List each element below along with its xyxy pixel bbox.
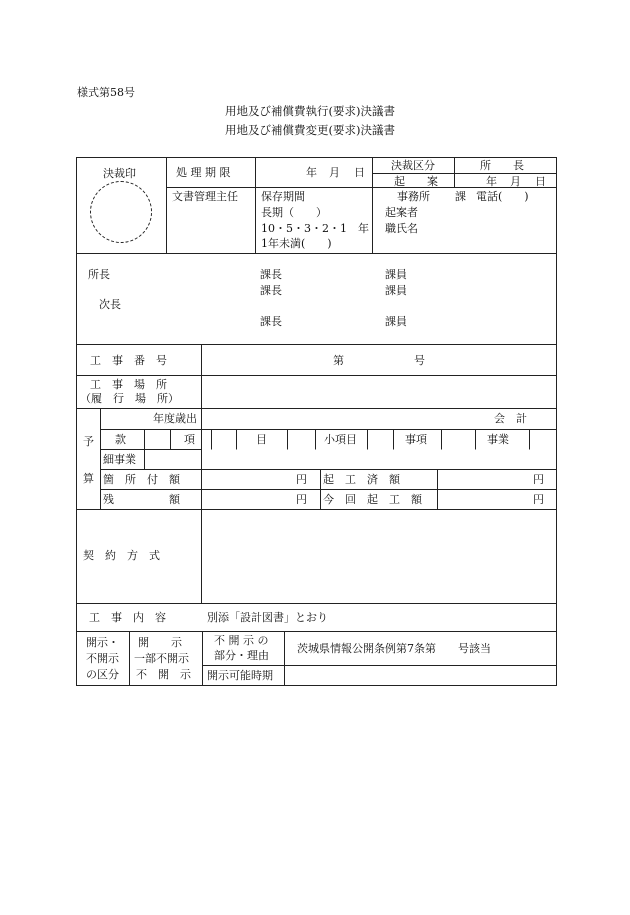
deadline-day: 日 — [354, 166, 365, 179]
work-number-dai: 第 — [333, 354, 344, 367]
disclosure-partial: 一部不開示 — [134, 652, 189, 665]
budget-kan: 款 — [115, 433, 126, 446]
balance-yen: 円 — [296, 493, 307, 506]
doc-manager-label: 文書管理主任 — [172, 190, 238, 203]
draft-month: 月 — [510, 175, 521, 188]
section-label: 課 — [455, 190, 466, 203]
phone-label: 電話( ) — [476, 190, 529, 203]
draft-year: 年 — [486, 175, 497, 188]
allocated-amount-label: 箇 所 付 額 — [103, 473, 180, 486]
work-number-go: 号 — [414, 354, 425, 367]
retention-under-one-year: 1年未満( ) — [261, 237, 332, 250]
approval-director: 所長 — [88, 268, 110, 281]
work-content-value: 別添「設計図書」とおり — [207, 611, 328, 624]
budget-kou: 項 — [184, 433, 195, 446]
work-content-label: 工 事 内 容 — [89, 611, 166, 624]
performance-place-label: （履 行 場 所） — [80, 392, 179, 405]
retention-years: 10・5・3・2・1 年 — [261, 222, 369, 235]
budget-label-yo: 予 — [83, 435, 94, 448]
disclosure-class-line2: 不開示 — [86, 652, 119, 665]
decision-class-value: 所 長 — [480, 159, 524, 172]
budget-jikou: 事項 — [405, 433, 427, 446]
approval-section-chief-2: 課長 — [260, 284, 282, 297]
draft-day: 日 — [535, 175, 546, 188]
approval-staff-3: 課員 — [385, 315, 407, 328]
current-started-label: 今 回 起 工 額 — [323, 493, 422, 506]
form-number: 様式第58号 — [77, 86, 135, 99]
office-label: 事務所 — [397, 190, 430, 203]
approval-section-chief-3: 課長 — [260, 315, 282, 328]
retention-period: 保存期間 — [261, 190, 305, 203]
approval-deputy: 次長 — [99, 298, 121, 311]
drafter-label: 起案者 — [385, 206, 418, 219]
current-started-yen: 円 — [533, 493, 544, 506]
work-number-label: 工 事 番 号 — [90, 354, 167, 367]
deadline-month: 月 — [329, 166, 340, 179]
deadline-label: 処 理 期 限 — [176, 166, 231, 179]
contract-method-label: 契 約 方 式 — [83, 549, 160, 562]
budget-moku: 目 — [256, 433, 267, 446]
ordinance-reference: 茨城県情報公開条例第7条第 号該当 — [297, 642, 491, 655]
started-amount-label: 起 工 済 額 — [323, 473, 400, 486]
budget-jigyou: 事業 — [487, 433, 509, 446]
account-label: 会 計 — [494, 412, 527, 425]
retention-long-term: 長期（ ） — [261, 206, 327, 219]
disclosure-open: 開 示 — [138, 636, 182, 649]
disclosure-class-line1: 開示・ — [86, 636, 119, 649]
balance-label: 残 額 — [103, 493, 180, 506]
approval-section-chief-1: 課長 — [260, 268, 282, 281]
document-title-change: 用地及び補償費変更(要求)決議書 — [225, 123, 395, 137]
budget-label-san: 算 — [83, 472, 94, 485]
nondisclosure-reason-line1: 不 開 示 の — [214, 634, 269, 647]
deadline-year: 年 — [306, 166, 317, 179]
fiscal-year-expenditure: 年度歳出 — [153, 412, 197, 425]
allocated-amount-yen: 円 — [296, 473, 307, 486]
decision-class-label: 決裁区分 — [391, 159, 435, 172]
seal-label: 決裁印 — [103, 167, 136, 180]
budget-sub-item: 小項目 — [324, 433, 357, 446]
title-name-label: 職氏名 — [385, 222, 418, 235]
draft-label: 起 案 — [394, 175, 438, 188]
nondisclosure-reason-line2: 部分・理由 — [214, 649, 269, 662]
disclosure-possible-time: 開示可能時期 — [207, 669, 273, 682]
document-title-execution: 用地及び補償費執行(要求)決議書 — [225, 104, 395, 118]
started-amount-yen: 円 — [533, 473, 544, 486]
disclosure-class-line3: の区分 — [86, 668, 119, 681]
approval-staff-2: 課員 — [385, 284, 407, 297]
approval-staff-1: 課員 — [385, 268, 407, 281]
approval-seal-circle — [90, 181, 152, 243]
disclosure-closed: 不 開 示 — [136, 668, 191, 681]
budget-detail-project: 細事業 — [103, 453, 136, 466]
work-place-label: 工 事 場 所 — [90, 378, 167, 391]
